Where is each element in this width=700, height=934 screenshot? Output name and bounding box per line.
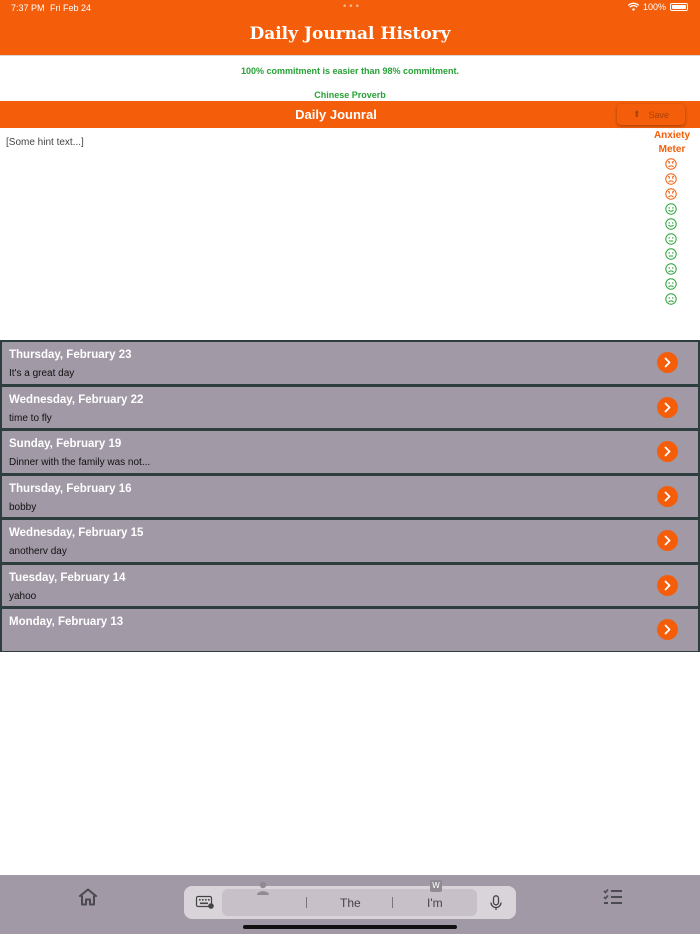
chevron-right-glyph: [663, 357, 672, 368]
journal-entry-row[interactable]: [0, 429, 700, 474]
quote-author: Chinese Proverb: [314, 90, 386, 100]
entry-preview: anotherv day: [9, 546, 67, 557]
chevron-right-glyph: [663, 580, 672, 591]
w-badge-icon: W: [430, 880, 442, 892]
status-time: 7:37 PM: [11, 3, 45, 13]
suggestion-divider: [392, 897, 393, 908]
entry-date: Wednesday, February 22: [9, 393, 144, 406]
keyboard-shortcut-bar: [184, 881, 516, 919]
entry-preview: time to fly: [9, 412, 52, 424]
save-label: Save: [648, 109, 670, 120]
chevron-right-glyph: [663, 446, 672, 457]
entry-date: Monday, February 13: [9, 616, 124, 628]
save-button[interactable]: [617, 104, 685, 125]
anxiety-meter-label: [648, 129, 696, 157]
journal-entries-list[interactable]: [0, 340, 700, 628]
keyboard-icon[interactable]: [196, 896, 214, 909]
journal-bar: [0, 101, 700, 128]
journal-title: Daily Jounral: [295, 107, 377, 122]
sad-face-icon[interactable]: [665, 293, 677, 305]
entry-preview: bobby: [9, 501, 37, 513]
battery-percent: 100%: [642, 2, 666, 12]
neutral-face-icon[interactable]: [665, 233, 677, 245]
journal-text-input[interactable]: [Some hint text...]: [6, 137, 84, 148]
chevron-right-glyph: [663, 535, 672, 546]
entry-preview: It's a great day: [9, 368, 75, 379]
wifi-icon: [628, 3, 639, 11]
happy-face-icon[interactable]: [665, 203, 677, 215]
entry-preview: Dinner with the family was not...: [9, 457, 151, 468]
chevron-right-icon[interactable]: [657, 575, 678, 596]
battery-icon: [670, 3, 688, 11]
suggestion-2[interactable]: I'm: [427, 896, 443, 910]
angry-face-icon[interactable]: [665, 173, 677, 185]
upload-icon: ⬆: [632, 109, 641, 119]
chevron-right-icon[interactable]: [657, 397, 678, 418]
anxiety-meter-label-line2: Meter: [658, 144, 686, 155]
journal-entry-row[interactable]: [0, 474, 700, 519]
journal-entry-row[interactable]: [0, 518, 700, 563]
sad-face-icon[interactable]: [665, 278, 677, 290]
checklist-icon[interactable]: [603, 888, 623, 906]
journal-entry-row[interactable]: [0, 563, 700, 608]
page-title: Daily Journal History: [249, 24, 451, 44]
entry-date: Sunday, February 19: [9, 438, 122, 450]
app-header: [0, 0, 700, 56]
anxiety-meter: [665, 158, 679, 308]
angry-face-icon[interactable]: [665, 188, 677, 200]
entry-date: Tuesday, February 14: [9, 571, 126, 584]
journal-entry-row[interactable]: [0, 607, 700, 652]
entry-date: Thursday, February 23: [9, 349, 132, 361]
suggestion-1[interactable]: The: [340, 896, 361, 910]
chevron-right-icon[interactable]: [657, 530, 678, 551]
chevron-right-icon[interactable]: [657, 486, 678, 507]
entry-date: Wednesday, February 15: [9, 527, 144, 539]
happy-face-icon[interactable]: [665, 218, 677, 230]
chevron-right-glyph: [663, 624, 672, 635]
quote-text: 100% commitment is easier than 98% commitment.: [240, 66, 460, 76]
suggestion-divider: [306, 897, 307, 908]
anxiety-meter-label-line1: Anxiety: [653, 130, 691, 141]
microphone-icon[interactable]: [490, 895, 502, 911]
journal-entry-row[interactable]: [0, 385, 700, 430]
status-indicators: [628, 2, 688, 12]
home-icon[interactable]: [78, 888, 98, 906]
person-icon: [256, 881, 270, 895]
chevron-right-glyph: [663, 402, 672, 413]
entry-preview: yahoo: [9, 590, 37, 602]
neutral-face-icon[interactable]: [665, 248, 677, 260]
journal-entry-row[interactable]: [0, 340, 700, 385]
entry-date: Thursday, February 16: [9, 482, 132, 495]
angry-face-icon[interactable]: [665, 158, 677, 170]
multitasking-dots-icon[interactable]: •••: [342, 2, 361, 12]
sad-face-icon[interactable]: [665, 263, 677, 275]
status-date: Fri Feb 24: [50, 3, 92, 13]
predictive-text-bar: [222, 881, 477, 916]
chevron-right-icon[interactable]: [657, 352, 678, 373]
home-indicator: [243, 925, 457, 929]
chevron-right-icon[interactable]: [657, 619, 678, 640]
chevron-right-glyph: [663, 491, 672, 502]
chevron-right-icon[interactable]: [657, 441, 678, 462]
bottom-bar: [0, 875, 700, 934]
